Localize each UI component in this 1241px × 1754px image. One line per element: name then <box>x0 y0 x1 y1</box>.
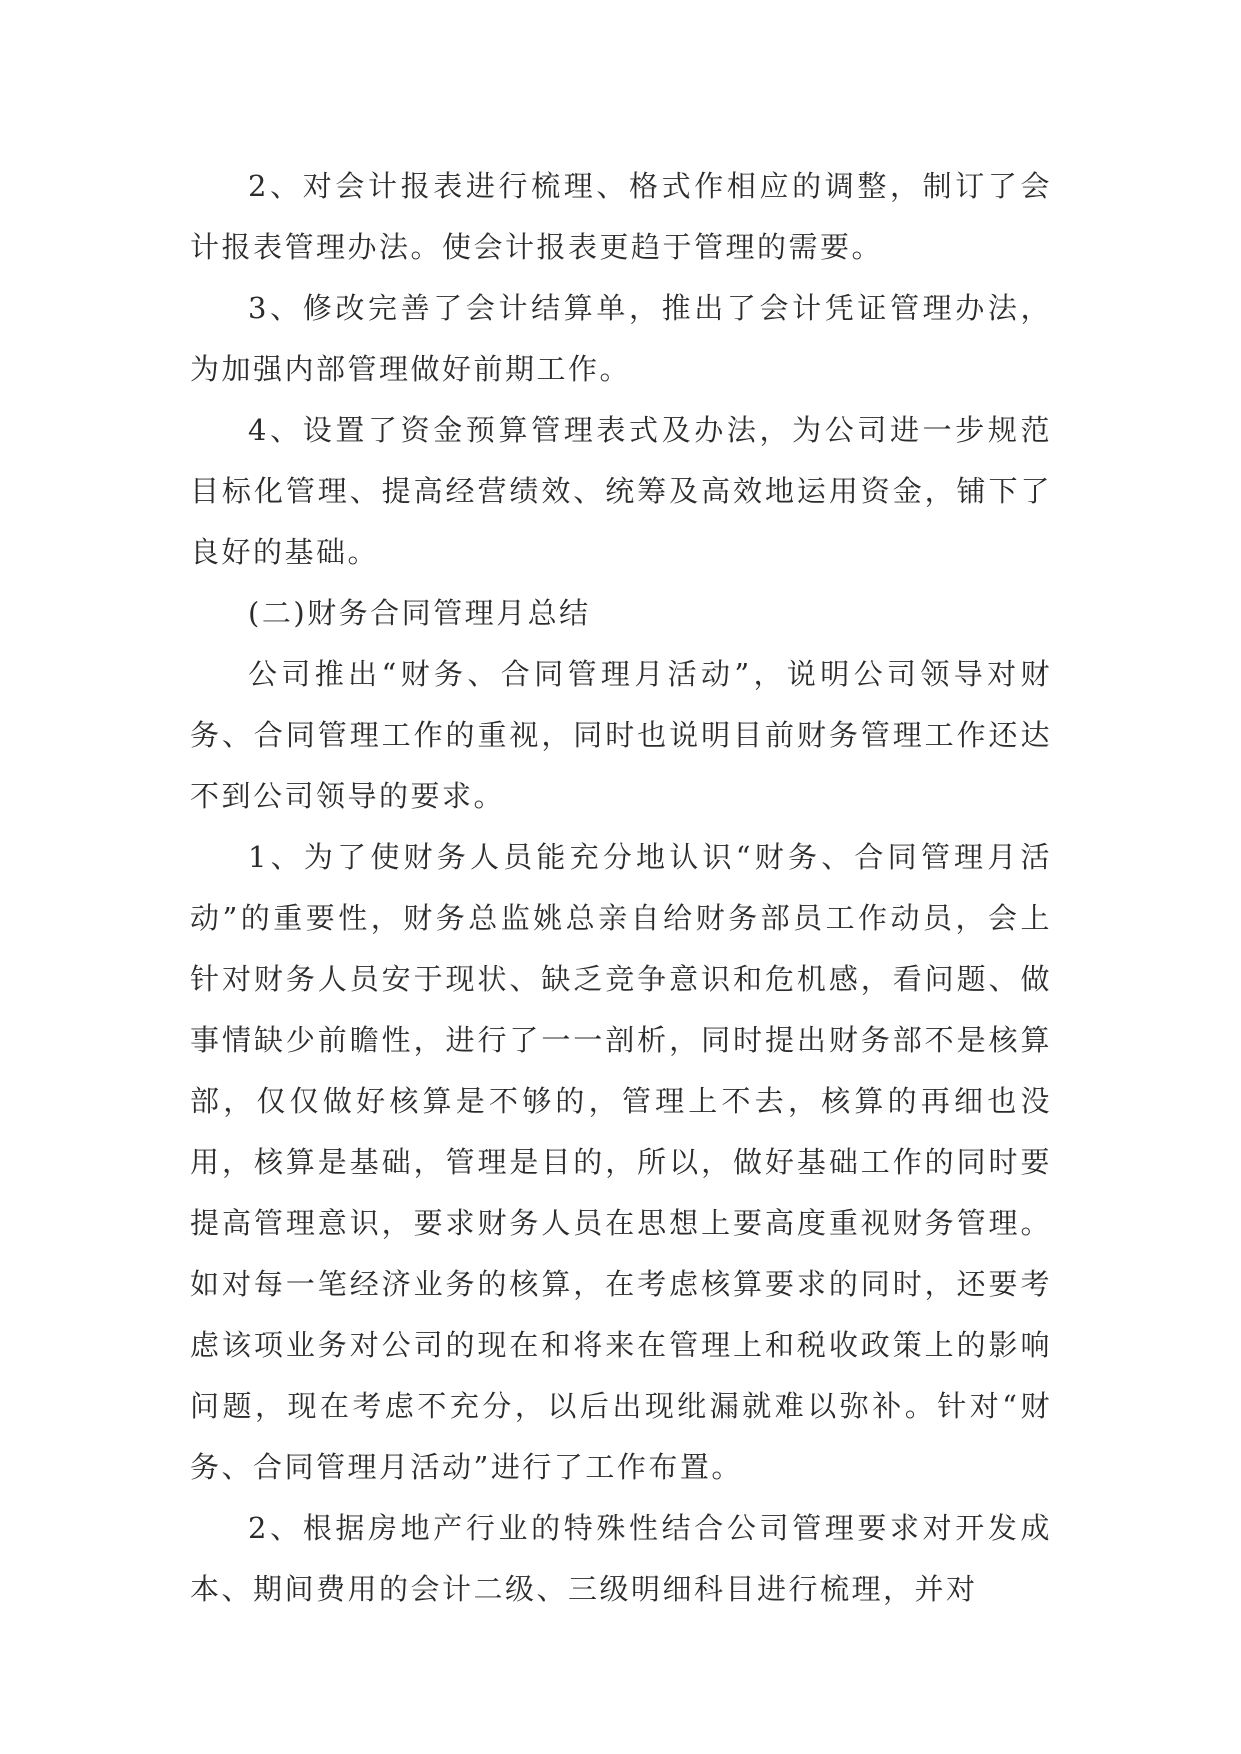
paragraph-settlement-voucher: 3、修改完善了会计结算单，推出了会计凭证管理办法，为加强内部管理做好前期工作。 <box>190 291 1052 386</box>
paragraph-cost-accounts: 2、根据房地产行业的特殊性结合公司管理要求对开发成本、期间费用的会计二级、三级明细科目进行梳理，并对 <box>190 1511 1052 1606</box>
section-heading-contract-month: (二)财务合同管理月总结 <box>248 596 591 630</box>
document-body <box>190 156 1052 1620</box>
paragraph-activity-intro: 公司推出“财务、合同管理月活动”，说明公司领导对财务、合同管理工作的重视，同时也说明目前财务管理工作还达不到公司领导的要求。 <box>190 657 1052 813</box>
paragraph-fund-budget: 4、设置了资金预算管理表式及办法，为公司进一步规范目标化管理、提高经营绩效、统筹及高效地运用资金，铺下了良好的基础。 <box>190 413 1052 569</box>
paragraph-accounting-report: 2、对会计报表进行梳理、格式作相应的调整，制订了会计报表管理办法。使会计报表更趋于管理的需要。 <box>190 169 1052 264</box>
paragraph-staff-mobilization: 1、为了使财务人员能充分地认识“财务、合同管理月活动”的重要性，财务总监姚总亲自给财务部员工作动员，会上针对财务人员安于现状、缺乏竞争意识和危机感，看问题、做事情缺少前瞻性，进行了一一剖析，同时提出财务部不是核算部，仅仅做好核算是不够的，管理上不去，核算的再细也没用，核算是基础，管理是目的，所以，做好基础工作的同时要提高管理意识，要求财务人员在思想上要高度重视财务管理。如对每一笔经济业务的核算，在考虑核算要求的同时，还要考虑该项业务对公司的现在和将来在管理上和税收政策上的影响问题，现在考虑不充分，以后出现纰漏就难以弥补。针对“财务、合同管理月活动”进行了工作布置。 <box>190 840 1052 1484</box>
